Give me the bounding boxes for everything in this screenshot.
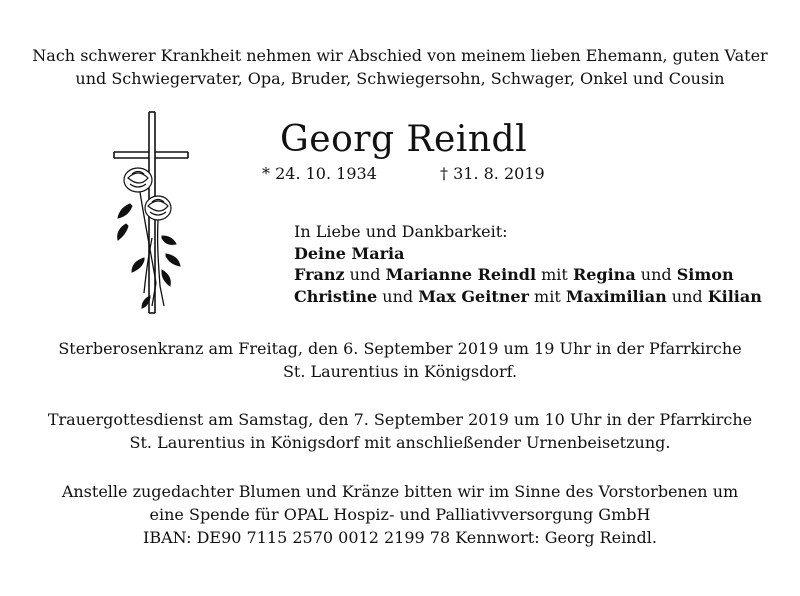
- intro-line-1: Nach schwerer Krankheit nehmen wir Abschied von meinem lieben Ehemann, guten Vater: [32, 46, 768, 65]
- mourner-name: Christine: [294, 286, 378, 306]
- mourner-connector: und: [635, 265, 677, 284]
- mourner-family-row-1: [294, 264, 762, 286]
- mourner-name: Simon: [676, 265, 734, 284]
- donation-line-1: Anstelle zugedachter Blumen und Kränze bitten wir im Sinne des Vorstorbenen um: [61, 482, 739, 501]
- funeral-service-notice: [0, 408, 800, 454]
- mourner-family-row-2: [294, 286, 762, 308]
- intro-text: [0, 44, 800, 90]
- mourners-heading: In Liebe und Dankbarkeit:: [294, 222, 508, 241]
- intro-line-2: und Schwiegervater, Opa, Bruder, Schwiegersohn, Schwager, Onkel und Cousin: [75, 69, 725, 88]
- death-date: † 31. 8. 2019: [440, 164, 545, 183]
- cross-with-roses-icon: [100, 108, 190, 318]
- mourner-name: Maximilian: [565, 286, 667, 306]
- donation-line-3: IBAN: DE90 7115 2570 0012 2199 78 Kennwort: Georg Reindl.: [143, 528, 657, 547]
- mourner-connector: mit: [536, 265, 573, 284]
- mourner-connector: und: [344, 265, 386, 284]
- deceased-name: Georg Reindl: [280, 119, 528, 160]
- mourner-connector: und: [377, 286, 419, 306]
- mourner-connector: mit: [528, 286, 566, 306]
- rosary-line-1: Sterberosenkranz am Freitag, den 6. September 2019 um 19 Uhr in der Pfarrkirche: [58, 339, 742, 358]
- service-line-2: St. Laurentius in Königsdorf mit anschließender Urnenbeisetzung.: [129, 433, 671, 452]
- mourners-block: [294, 221, 762, 307]
- service-line-1: Trauergottesdienst am Samstag, den 7. September 2019 um 10 Uhr in der Pfarrkirche: [47, 410, 753, 429]
- donation-line-2: eine Spende für OPAL Hospiz- und Palliativversorgung GmbH: [149, 505, 651, 524]
- mourner-name: Kilian: [707, 286, 762, 306]
- rosary-notice: [0, 337, 800, 383]
- mourner-connector: und: [666, 286, 708, 306]
- mourner-name: Marianne Reindl: [385, 265, 537, 284]
- donation-notice: [0, 480, 800, 549]
- mourner-wife: Deine Maria: [294, 243, 405, 263]
- birth-date: * 24. 10. 1934: [262, 164, 377, 183]
- mourner-name: Max Geitner: [418, 286, 529, 306]
- mourner-name: Franz: [294, 265, 345, 284]
- mourner-name: Regina: [572, 265, 636, 284]
- rosary-line-2: St. Laurentius in Königsdorf.: [282, 362, 518, 381]
